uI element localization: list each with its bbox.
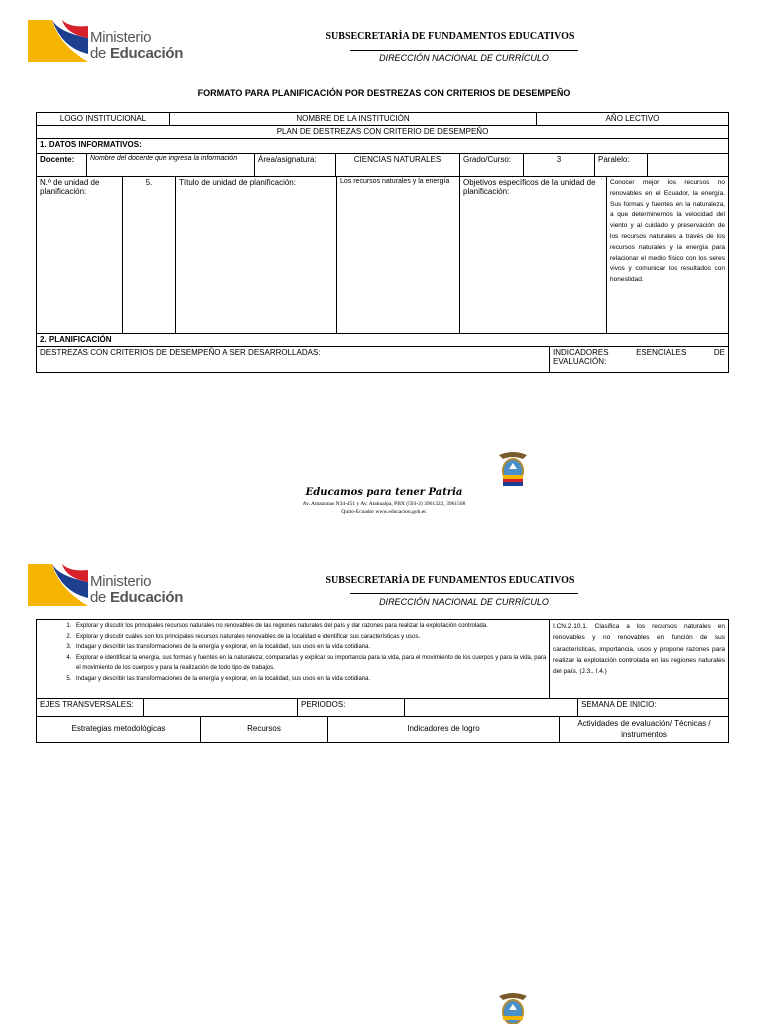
planificacion-title: 2. PLANIFICACIÓN bbox=[36, 333, 729, 347]
docente-value: Nombre del docente que ingresa la información bbox=[86, 153, 255, 177]
logo-institucional-label: LOGO INSTITUCIONAL bbox=[36, 112, 170, 126]
skills-list-cell bbox=[36, 619, 550, 699]
footer-address: Av. Amazonas N34-451 y Av. Atahualpa, PBX (593-2) 3961322, 3961508 bbox=[302, 501, 466, 507]
paralelo-value bbox=[647, 153, 729, 177]
titulo-label: Título de unidad de planificación: bbox=[175, 176, 337, 334]
titulo-value: Los recursos naturales y la energía bbox=[336, 176, 460, 334]
footer-slogan: Educamos para tener Patria bbox=[305, 487, 463, 498]
logo-line2-bold: Educación bbox=[109, 589, 184, 606]
skill-item: 2. Explorar y discutir cuáles son los principales recursos naturales renovables de la localidad e identificar sus características y usos. bbox=[73, 632, 547, 643]
skill-item: 1. Explorar y discutir los principales recursos naturales no renovables de las regiones naturales del país y dar razones para realizar la explotación controlada. bbox=[73, 621, 547, 632]
destrezas-label: DESTREZAS CON CRITERIOS DE DESEMPEÑO A SER DESARROLLADAS: bbox=[36, 346, 550, 373]
ejes-value bbox=[143, 698, 298, 717]
col-estrategias: Estrategias metodológicas bbox=[36, 716, 201, 743]
col-actividades-evaluacion: Actividades de evaluación/ Técnicas / instrumentos bbox=[559, 716, 729, 743]
logo-line2-bold: Educación bbox=[109, 45, 184, 62]
indicadores-label: INDICADORES ESENCIALES DE EVALUACIÓN: bbox=[549, 346, 729, 373]
grado-value: 3 bbox=[523, 153, 595, 177]
coat-of-arms-icon bbox=[497, 990, 529, 1029]
direccion-heading: DIRECCIÓN NACIONAL DE CURRÍCULO bbox=[379, 53, 549, 63]
periodos-value bbox=[404, 698, 578, 717]
ano-lectivo-label: AÑO LECTIVO bbox=[536, 112, 729, 126]
datos-informativos-title: 1. DATOS INFORMATIVOS: bbox=[36, 138, 729, 154]
indicator-cell: I.CN.2.10.1. Clasifica a los recursos naturales en renovables y no renovables en función de sus características, importancia, usos y propone razones para realizar la explotación controlada en las regiones naturales del país. (J.3., I.4.) bbox=[549, 619, 729, 699]
objetivos-label: Objetivos específicos de la unidad de planificación: bbox=[459, 176, 607, 334]
skills-list bbox=[39, 621, 547, 684]
area-value: CIENCIAS NATURALES bbox=[335, 153, 460, 177]
grado-label: Grado/Curso: bbox=[459, 153, 524, 177]
unidad-label: N.º de unidad de planificación: bbox=[36, 176, 123, 334]
subsecretaria-heading-2: SUBSECRETARÌA DE FUNDAMENTOS EDUCATIVOS bbox=[325, 575, 575, 586]
ministerio-logo-2 bbox=[28, 560, 188, 610]
subsecretaria-heading: SUBSECRETARÌA DE FUNDAMENTOS EDUCATIVOS bbox=[325, 31, 575, 42]
semana-label: SEMANA DE INICIO: bbox=[577, 698, 729, 717]
col-indicadores-logro: Indicadores de logro bbox=[327, 716, 560, 743]
heading-divider bbox=[350, 50, 578, 51]
logo-line1: Ministerio bbox=[90, 573, 152, 590]
nombre-institucion-label: NOMBRE DE LA INSTITUCIÓN bbox=[169, 112, 537, 126]
ministerio-logo bbox=[28, 16, 188, 66]
flag-icon bbox=[28, 560, 88, 606]
unidad-value: 5. bbox=[122, 176, 176, 334]
skill-item: 3. Indagar y describir las transformaciones de la energía y explorar, en la localidad, sus usos en la vida cotidiana. bbox=[73, 642, 547, 653]
col-recursos: Recursos bbox=[200, 716, 328, 743]
logo-line2-prefix: de bbox=[90, 45, 107, 62]
form-title: FORMATO PARA PLANIFICACIÓN POR DESTREZAS CON CRITERIOS DE DESEMPEÑO bbox=[197, 88, 571, 98]
flag-icon bbox=[28, 16, 88, 62]
skill-item: 5. Indagar y describir las transformaciones de la energía y explorar, en la localidad, sus usos en la vida cotidiana. bbox=[73, 674, 547, 685]
skill-item: 4. Explorar e identificar la energía, sus formas y fuentes en la naturaleza; compararlas y explicar su importancia para la vida, para el movimiento de los cuerpos y para la vida, para el movimiento de los cuerpos y para la realización de todo tipo de trabajos. bbox=[73, 653, 547, 674]
docente-label: Docente: bbox=[36, 153, 87, 177]
heading-divider-2 bbox=[350, 593, 578, 594]
area-label: Área/asignatura: bbox=[254, 153, 336, 177]
paralelo-label: Paralelo: bbox=[594, 153, 648, 177]
plan-destrezas-label: PLAN DE DESTREZAS CON CRITERIO DE DESEMPEÑO bbox=[36, 125, 729, 139]
ejes-label: EJES TRANSVERSALES: bbox=[36, 698, 144, 717]
objetivos-value: Conocer mejor los recursos no renovables en el Ecuador, la energía. Sus formas y fuentes en la naturaleza, a que determinemos la velocidad del viento y al cuidado y preservación de los recursos naturales a través de los recursos naturales y la energía para relacionar el medio físico con los seres vivos y comunicar los resultados con honestidad. bbox=[606, 176, 729, 334]
logo-line1: Ministerio bbox=[90, 29, 152, 46]
periodos-label: PERIODOS: bbox=[297, 698, 405, 717]
logo-line2-prefix: de bbox=[90, 589, 107, 606]
direccion-heading-2: DIRECCIÓN NACIONAL DE CURRÍCULO bbox=[379, 597, 549, 607]
footer-city-web: Quito-Ecuador www.educacion.gob.ec bbox=[341, 509, 427, 515]
